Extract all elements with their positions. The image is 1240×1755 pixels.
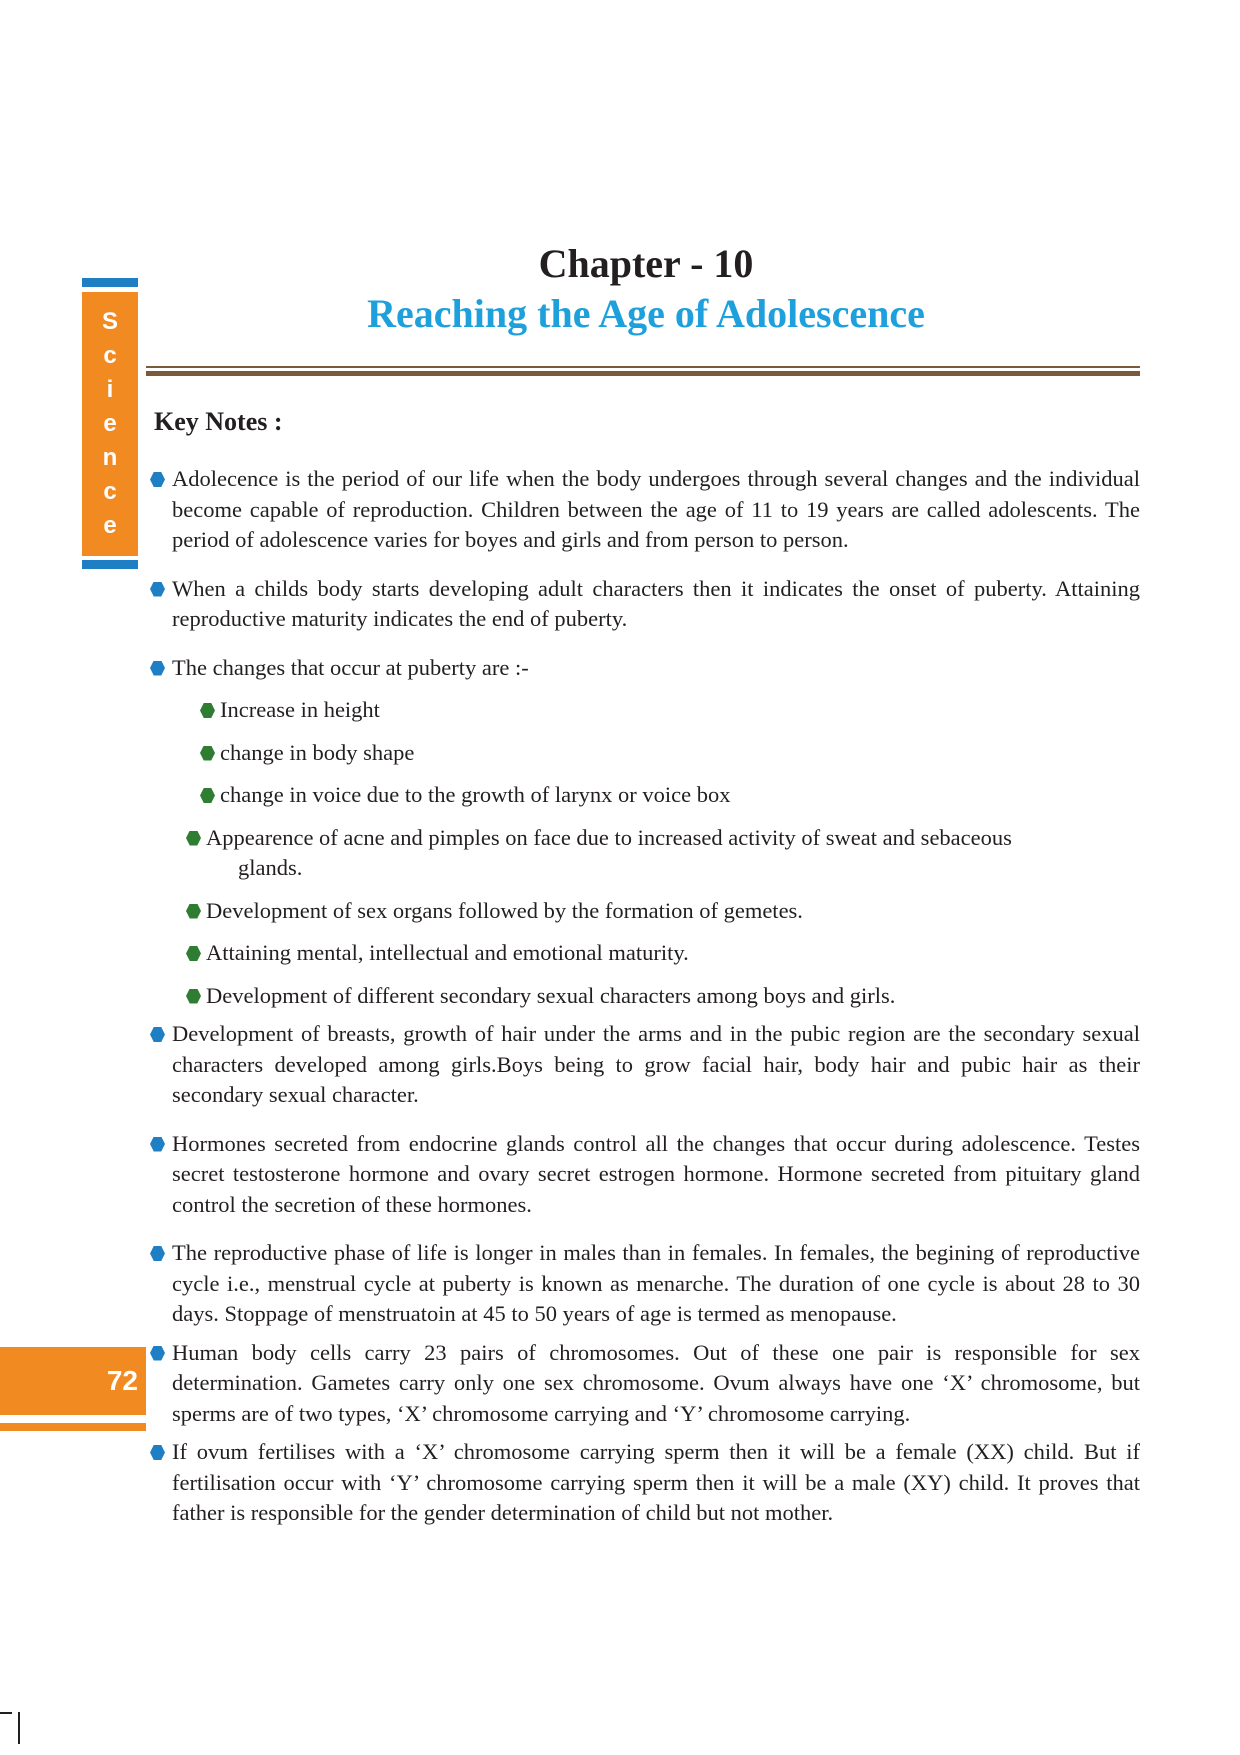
list-item bbox=[148, 1338, 1140, 1430]
sidebar-letter: c bbox=[103, 342, 117, 369]
list-item bbox=[148, 653, 1140, 684]
note-text: Development of breasts, growth of hair under the arms and in the pubic region are the secondary sexual characters developed among girls.Boys being to grow facial hair, body hair and pubic hair as their secondary sexual character. bbox=[172, 1021, 1140, 1107]
hexagon-bullet-icon bbox=[150, 582, 165, 597]
crop-mark bbox=[18, 1712, 20, 1744]
note-text: Hormones secreted from endocrine glands control all the changes that occur during adolescence. Testes secret testosterone hormone and ovary secret estrogen hormone. Hormone secreted from pituitary gland control the secretion of these hormones. bbox=[172, 1130, 1140, 1217]
note-text: change in voice due to the growth of larynx or voice box bbox=[220, 782, 731, 807]
note-text: Appearence of acne and pimples on face due to increased activity of sweat and sebaceous bbox=[206, 824, 1012, 850]
note-text: Human body cells carry 23 pairs of chromosomes. Out of these one pair is responsible for sex determination. Gametes carry only one sex chromosome. Ovum always have one ‘X’ chromosome, but sperms are of two types, ‘X’ chromosome carrying and ‘Y’ chromosome carrying. bbox=[172, 1339, 1140, 1426]
note-text: The reproductive phase of life is longer in males than in females. In females, the begining of reproductive cycle i.e., menstrual cycle at puberty is known as menarche. The duration of one cycle is about 28 to 30 days. Stoppage of menstruatoin at 45 to 50 years of age is termed as menopause. bbox=[172, 1240, 1140, 1326]
list-item bbox=[148, 1019, 1140, 1111]
note-continuation: glands. bbox=[238, 855, 303, 880]
list-item bbox=[148, 896, 1140, 927]
crop-mark bbox=[0, 1712, 12, 1714]
hexagon-bullet-icon bbox=[150, 472, 165, 487]
note-text: If ovum fertilises with a ‘X’ chromosome carrying sperm then it will be a female (XX) child. But if fertilisation occur with ‘Y’ chromosome carrying sperm then it will be a male (XY) child. It proves that father is responsible for the gender determination of child but not mother. bbox=[172, 1439, 1140, 1525]
sidebar-accent-bottom bbox=[82, 560, 138, 569]
hexagon-bullet-icon bbox=[186, 831, 201, 846]
sidebar-letter: e bbox=[103, 512, 117, 539]
note-text: When a childs body starts developing adult characters then it indicates the onset of puberty. Attaining reproductive maturity indicates the end of puberty. bbox=[172, 575, 1140, 631]
note-text: Development of sex organs followed by the formation of gemetes. bbox=[206, 897, 803, 923]
list-item bbox=[148, 1437, 1140, 1529]
note-text: change in body shape bbox=[220, 739, 415, 765]
chapter-subtitle: Reaching the Age of Adolescence bbox=[367, 291, 925, 336]
hexagon-bullet-icon bbox=[200, 746, 215, 761]
hexagon-bullet-icon bbox=[150, 1027, 165, 1042]
chapter-title: Chapter - 10 bbox=[538, 241, 754, 286]
note-text: The changes that occur at puberty are :- bbox=[172, 654, 529, 680]
subject-sidebar-tab bbox=[82, 292, 138, 556]
note-text: Increase in height bbox=[220, 697, 380, 722]
notes-list bbox=[148, 464, 1140, 1547]
hexagon-bullet-icon bbox=[200, 788, 215, 803]
hexagon-bullet-icon bbox=[150, 1346, 165, 1361]
note-text: Attaining mental, intellectual and emotional maturity. bbox=[206, 940, 689, 965]
hexagon-bullet-icon bbox=[186, 904, 201, 919]
sidebar-letter: n bbox=[102, 444, 118, 471]
list-item bbox=[148, 574, 1140, 635]
key-notes-heading: Key Notes : bbox=[154, 407, 283, 436]
hexagon-bullet-icon bbox=[150, 1246, 165, 1261]
hexagon-bullet-icon bbox=[186, 989, 201, 1004]
note-text: Adolecence is the period of our life when the body undergoes through several changes and the individual become capable of reproduction. Children between the age of 11 to 19 years are called adolescents. The period of adolescence varies for boyes and girls and from person to person. bbox=[172, 466, 1140, 552]
note-text: Development of different secondary sexual characters among boys and girls. bbox=[206, 982, 896, 1008]
sidebar-letter: c bbox=[103, 478, 117, 505]
list-item bbox=[148, 738, 1140, 769]
list-item bbox=[148, 464, 1140, 556]
title-divider-thick bbox=[146, 371, 1140, 376]
list-item bbox=[148, 1238, 1140, 1330]
page-number: 72 bbox=[0, 1347, 146, 1415]
list-item bbox=[148, 695, 1140, 726]
sidebar-letter: e bbox=[103, 410, 117, 437]
list-item bbox=[148, 981, 1140, 1012]
hexagon-bullet-icon bbox=[150, 1137, 165, 1152]
page-number-underline bbox=[0, 1423, 146, 1431]
list-item bbox=[148, 780, 1140, 811]
list-item bbox=[148, 823, 1140, 884]
sidebar-accent-top bbox=[82, 278, 138, 287]
sidebar-letter: i bbox=[106, 376, 114, 403]
hexagon-bullet-icon bbox=[150, 1445, 165, 1460]
hexagon-bullet-icon bbox=[200, 703, 215, 718]
hexagon-bullet-icon bbox=[186, 946, 201, 961]
list-item bbox=[148, 938, 1140, 969]
list-item bbox=[148, 1129, 1140, 1221]
hexagon-bullet-icon bbox=[150, 661, 165, 676]
title-divider-thin bbox=[146, 366, 1140, 368]
sidebar-letter: S bbox=[101, 308, 118, 335]
